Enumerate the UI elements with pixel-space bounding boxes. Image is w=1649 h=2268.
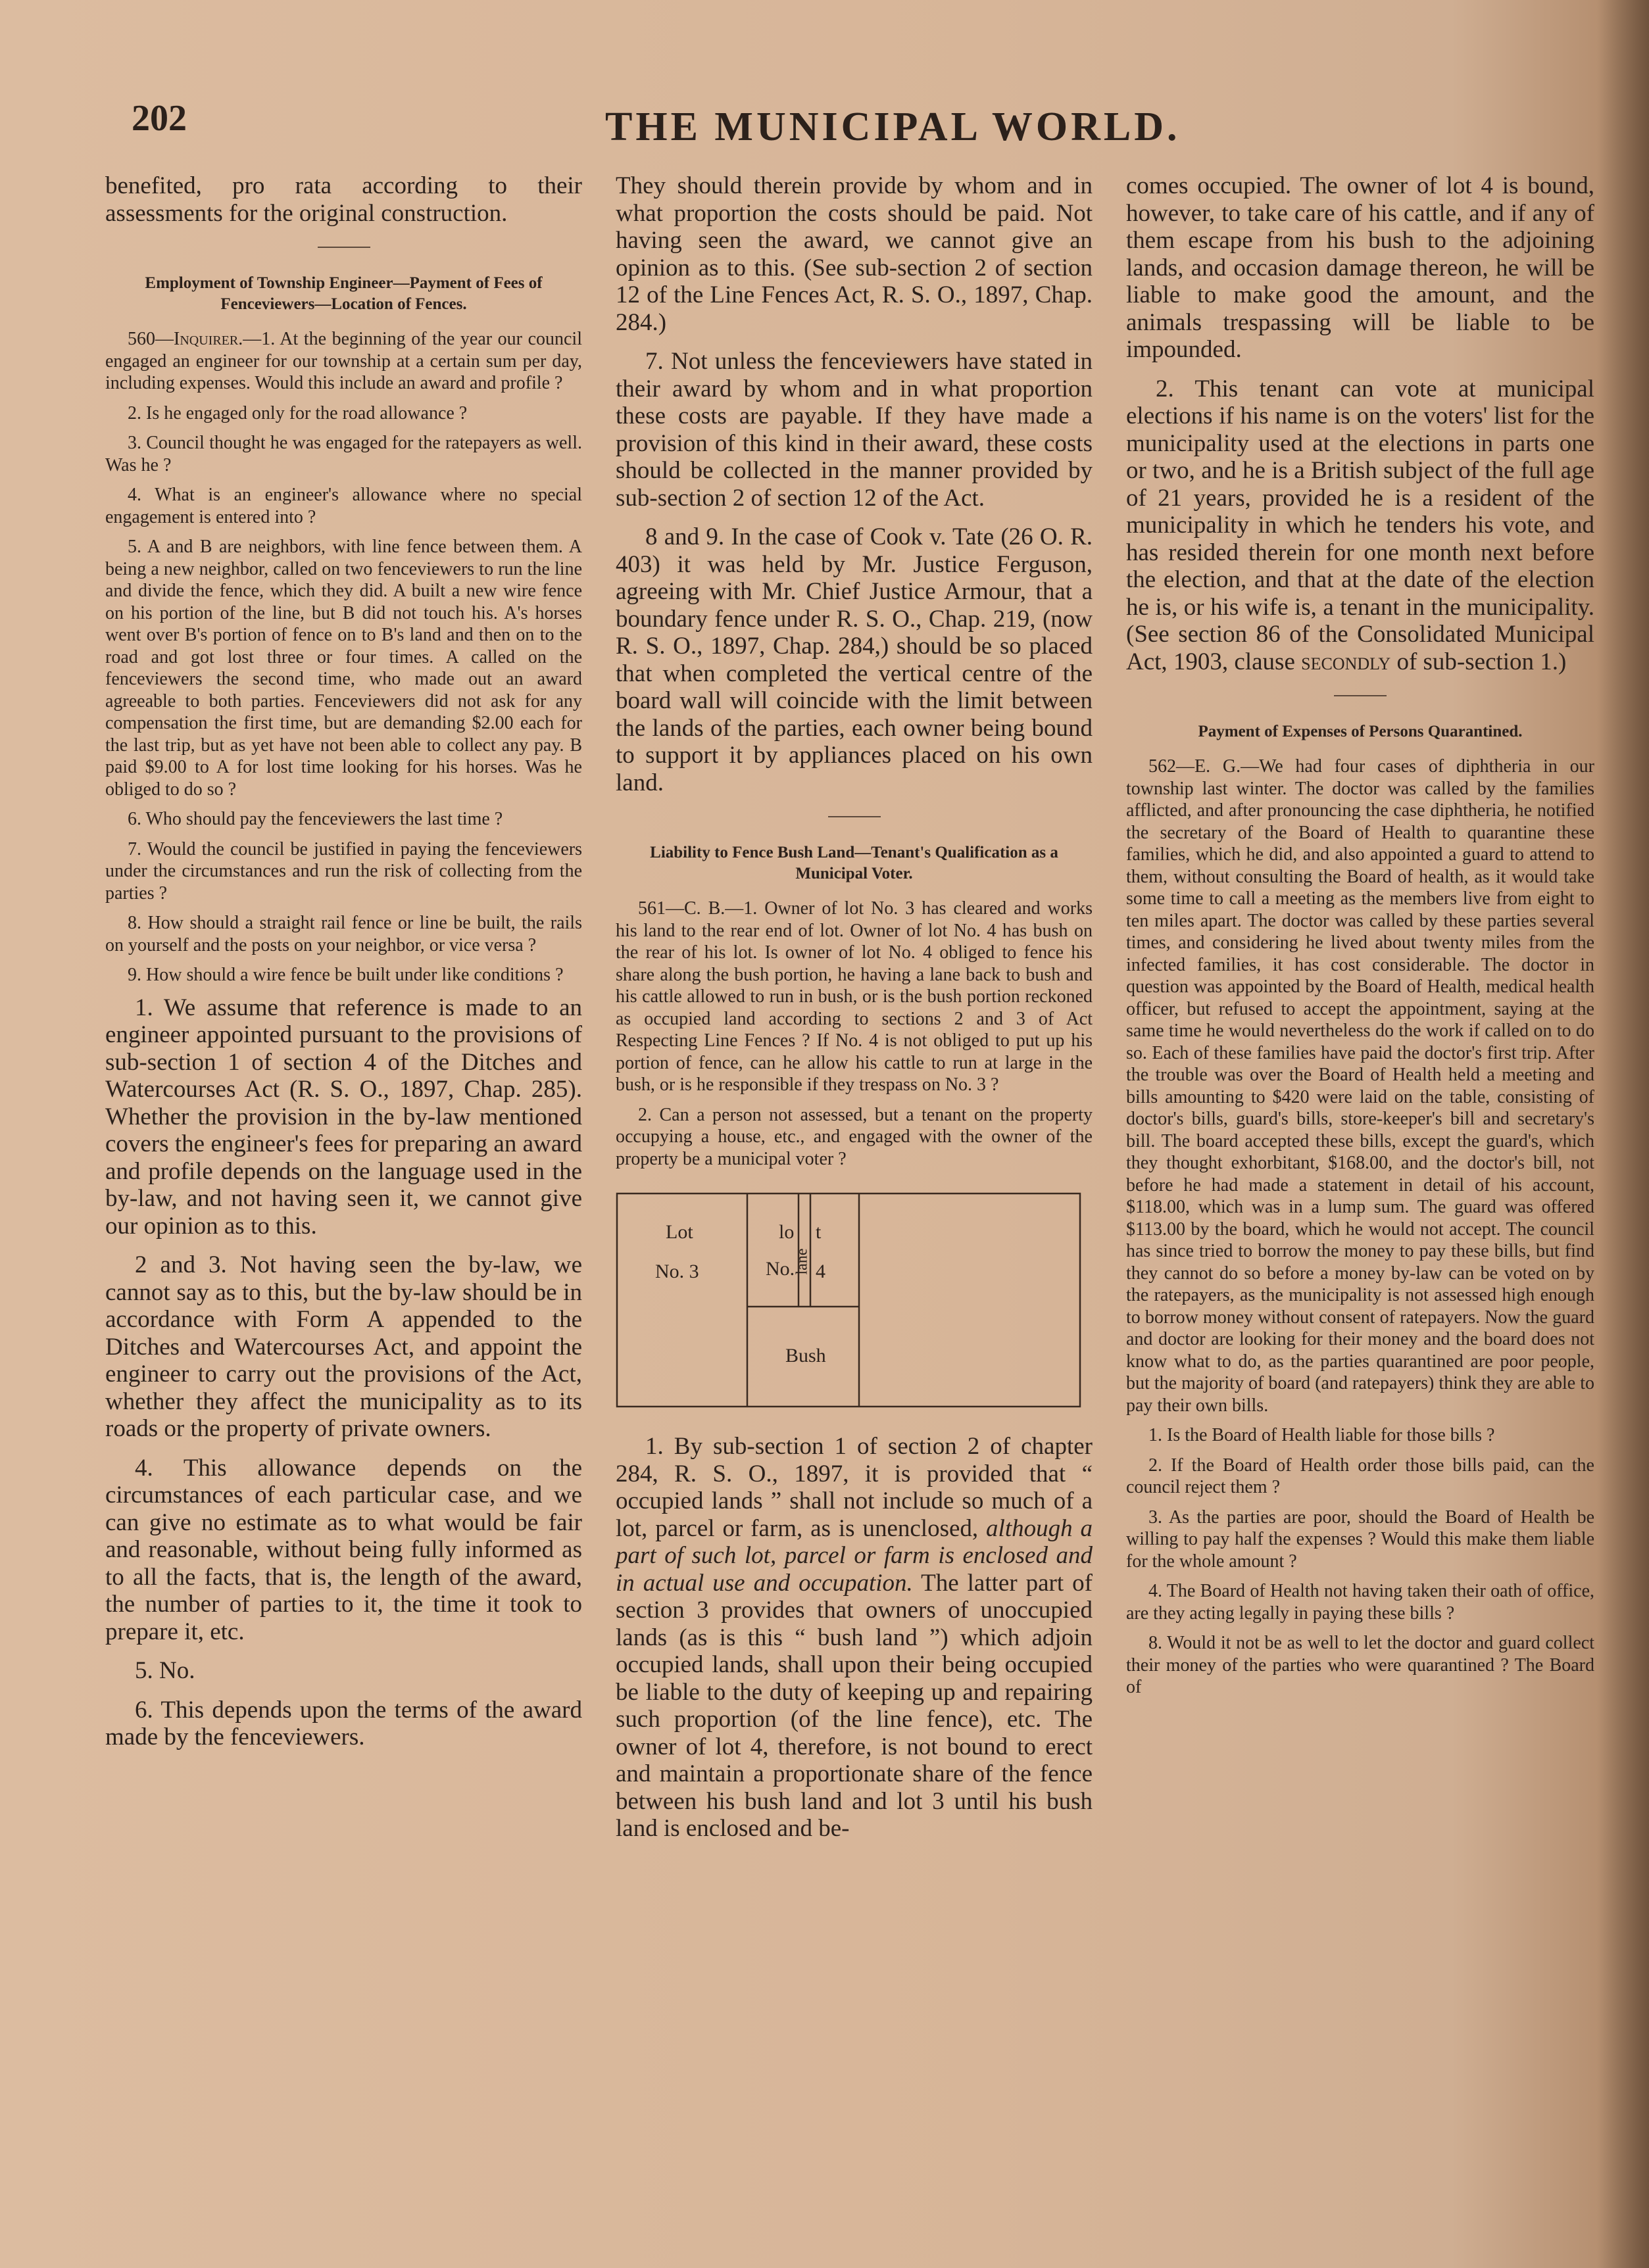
masthead-title: THE MUNICIPAL WORLD. [605, 105, 1181, 149]
answer-small-caps: secondly [1301, 648, 1391, 675]
question: 2. Can a person not assessed, but a tenant on the property occupying a house, etc., and engaged with the owner of the property be a municipal voter ? [616, 1104, 1093, 1169]
question-label: 561—C. B. [638, 898, 726, 919]
paragraph: They should therein provide by whom and in what proportion the costs should be paid. Not having seen the award, we cannot give an opinion as to this. (See sub-section 2 of section 12 of the Line Fences Act, R. S. O., 1897, Chap. 284.) [616, 172, 1093, 336]
question: 3. As the parties are poor, should the Board of Health be willing to pay half the expenses ? Would this make them liable for the whole amount ? [1126, 1507, 1594, 1572]
diagram-label-no: No. [766, 1258, 795, 1280]
question-text: —1. Owner of lot No. 3 has cleared and works his land to the rear end of lot. Owner of lot No. 4 has bush on the rear of his lot. Is owner of lot No. 4 obliged to fence his share along the bush portion, he having a lane back to bush and his cattle allowed to run in bush, or is the bush portion reckoned as occupied land according to sections 2 and 3 of Act Respecting Line Fences ? If No. 4 is not obliged to put up his portion of fence, can he allow his cattle to run at large in the bush, or is he responsible if they trespass on No. 3 ? [616, 898, 1093, 1095]
answer-text: The latter part of section 3 provides that owners of unoccupied lands (as is this “ bush land ”) which adjoin occupied lands, shall upon their being occupied be liable to the duty of keeping up and repairing such proportion (of the line fence), etc. The owner of lot 4, therefore, is not bound to erect and maintain a proportionate share of the fence between his bush land and lot 3 until his bush land is enclosed and be- [616, 1569, 1093, 1842]
question-562 [1126, 756, 1594, 1416]
question: 5. A and B are neighbors, with line fence between them. A being a new neighbor, called on two fenceviewers to run the line and divide the fence, which they did. A built a new wire fence on his portion of the line, but B did not touch his. A's horses went over B's portion of fence on to B's land and then on to the road and got lost three or four times. A called on the fenceviewers the second time, who made out an award agreeable to both parties. Fenceviewers did not ask for any compensation the first time, but are demanding $2.00 each for the last trip, but as yet have not been able to collect any pay. B paid $9.00 to A for lost time looking for his horses. Was he obliged to do so ? [105, 537, 582, 800]
question-561 [616, 898, 1093, 1096]
section-divider [318, 247, 370, 248]
section-divider [1334, 695, 1387, 696]
answer-text: 1. By sub-section 1 of section 2 of chapter 284, R. S. O., 1897, it is provided that “ occupied lands ” shall not include so much of a lot, parcel or farm, as is unenclosed, [616, 1433, 1093, 1542]
answer-text: 2. This tenant can vote at municipal elections if his name is on the voters' list for the municipality used at the elections in parts one or two, and he is a British subject of the full age of 21 years, provided he is a resident of the municipality in which he tenders his vote, and has resided therein for one month next before the election, and that at the date of the election he is, or his wife is, a tenant in the municipality. (See section 86 of the Consolidated Municipal Act, 1903, clause [1126, 375, 1594, 675]
column-1 [105, 172, 582, 1763]
question: 3. Council thought he was engaged for the ratepayers as well. Was he ? [105, 433, 582, 475]
question-text: —1. At the beginning of the year our council engaged an engineer for our township at a certain sum per day, including expenses. Would this include an award and profile ? [105, 329, 582, 393]
question: 7. Would the council be justified in paying the fenceviewers under the circumstances and run the risk of collecting from the parties ? [105, 838, 582, 904]
paragraph: benefited, pro rata according to their assessments for the original construction. [105, 172, 582, 227]
question-560 [105, 328, 582, 395]
answer: 4. This allowance depends on the circumstances of each particular case, and we can give no estimate as to what would be fair and reasonable, without being fully informed as to all the facts, that is, the length of the award, the number of parties to it, the time it took to prepare it, etc. [105, 1454, 582, 1645]
column-2 [616, 172, 1093, 1854]
question: 8. How should a straight rail fence or line be built, the rails on yourself and the posts on your neighbor, or vice versa ? [105, 913, 582, 955]
page-spine-shadow [1596, 0, 1649, 2268]
question-label: 562—E. G. [1148, 756, 1241, 777]
question: 4. What is an engineer's allowance where no special engagement is entered into ? [105, 485, 582, 527]
diagram-label-t: t [816, 1221, 822, 1243]
section-heading: Payment of Expenses of Persons Quarantined. [1198, 723, 1523, 740]
diagram-label-lo: lo [779, 1221, 795, 1243]
page-number: 202 [132, 98, 187, 139]
answer: 6. This depends upon the terms of the award made by the fenceviewers. [105, 1696, 582, 1750]
question: 6. Who should pay the fenceviewers the last time ? [128, 809, 503, 829]
diagram-label-bush: Bush [785, 1345, 826, 1366]
question: 2. If the Board of Health order those bills paid, can the council reject them ? [1126, 1455, 1594, 1497]
section-divider [828, 816, 881, 817]
answer: 1. We assume that reference is made to an engineer appointed pursuant to the provisions of sub-section 1 of section 4 of the Ditches and Watercourses Act (R. S. O., 1897, Chap. 285). Whether the provision in the by-law mentioned covers the engineer's fees for preparing an award and profile depends on the language used in the by-law, and not having seen it, we cannot give our opinion as to this. [105, 994, 582, 1240]
answer: 5. No. [135, 1657, 195, 1684]
question-label: 560—Inquirer. [128, 329, 243, 349]
diagram-label-4: 4 [816, 1261, 825, 1282]
answer: 7. Not unless the fenceviewers have stated in their award by whom and in what proportion these costs are payable. If they have made a provision of this kind in their award, these costs should be collected in the manner provided by sub-section 2 of section 12 of the Act. [616, 348, 1093, 512]
question-text: —We had four cases of diphtheria in our township last winter. The doctor was called by the families afflicted, and after pronouncing the case diphtheria, he notified the secretary of the Board of Health to quarantine these families, which he did, and also appointed a guard to attend to them, without consulting the Board of health, as it would take some time to call a meeting as the members live from eight to ten miles apart. The doctor was called by these parties several times, and considering he lived about twenty miles from the infected families, it has cost considerable. The doctor in question was appointed by the Board of Health, medical health officer, but refused to accept the appointment, saying at the same time he would nevertheless do the work if called on to do so. Each of these families have paid the doctor's first trip. After the trouble was over the Board of Health held a meeting and bills amounting to $420 were laid on the table, consisting of doctor's bills, guard's bills, store-keeper's bill and secretary's bill. The board accepted these bills, except the guard's, which they thought exhorbitant, $168.00, and the doctor's bill, not before he had made a statement in detail of his account, $118.00, which was in a lump sum. The guard was offered $113.00 by the board, which he would not accept. The council has since tried to borrow the money to pay these bills, but find they cannot do so before a money by-law can be voted on by the ratepayers, as the municipality is not assessed high enough to borrow money without consent of ratepayers. Now the guard and doctor are looking for their money and the board does not know what to do, as the parties quarantined are poor people, but the majority of board (and ratepayers) think they are able to pay their own bills. [1126, 756, 1594, 1416]
answer-emphasis: although a part of such lot, parcel or farm is enclosed and in actual use and occupation. [616, 1514, 1093, 1597]
section-heading: Employment of Township Engineer—Payment of Fees of Fenceviewers—Location of Fences. [145, 274, 543, 313]
lot-diagram [616, 1190, 1083, 1413]
question: 2. Is he engaged only for the road allowance ? [128, 402, 468, 423]
answer [616, 1433, 1093, 1843]
question: 8. Would it not be as well to let the doctor and guard collect their money of the parties who were quarantined ? The Board of [1126, 1633, 1594, 1697]
question: 9. How should a wire fence be built under like conditions ? [128, 965, 564, 985]
column-3 [1126, 172, 1594, 1706]
diagram-label-lot: Lot [666, 1221, 693, 1243]
diagram-label-no3: No. 3 [655, 1261, 699, 1282]
answer: 2 and 3. Not having seen the by-law, we cannot say as to this, but the by-law should be in accordance with Form A appended to the Ditches and Watercourses Act, and appoint the engineer to carry out the provisions of the Act, whether they affect the municipality as to its roads or the property of private owners. [105, 1251, 582, 1442]
section-heading: Liability to Fence Bush Land—Tenant's Qualification as a Municipal Voter. [650, 844, 1058, 882]
diagram-label-lane: lane [793, 1248, 811, 1275]
answer: 8 and 9. In the case of Cook v. Tate (26 O. R. 403) it was held by Mr. Justice Ferguson, agreeing with Mr. Chief Justice Armour, that a boundary fence under R. S. O., Chap. 219, (now R. S. O., 1897, Chap. 284,) should be so placed that when completed the vertical centre of the board wall will coincide with the limit between the lands of the parties, each owner being bound to support it by appliances placed on his own land. [616, 523, 1093, 796]
question: 1. Is the Board of Health liable for those bills ? [1148, 1425, 1495, 1445]
question: 4. The Board of Health not having taken their oath of office, are they acting legally in paying these bills ? [1126, 1581, 1594, 1624]
answer-text: of sub-section 1.) [1391, 648, 1567, 675]
answer [1126, 375, 1594, 676]
paragraph: comes occupied. The owner of lot 4 is bound, however, to take care of his cattle, and if any of them escape from his bush to the adjoining lands, and occasion damage thereon, he will be liable to make good the amount, and the animals trespassing will be liable to be impounded. [1126, 172, 1594, 363]
